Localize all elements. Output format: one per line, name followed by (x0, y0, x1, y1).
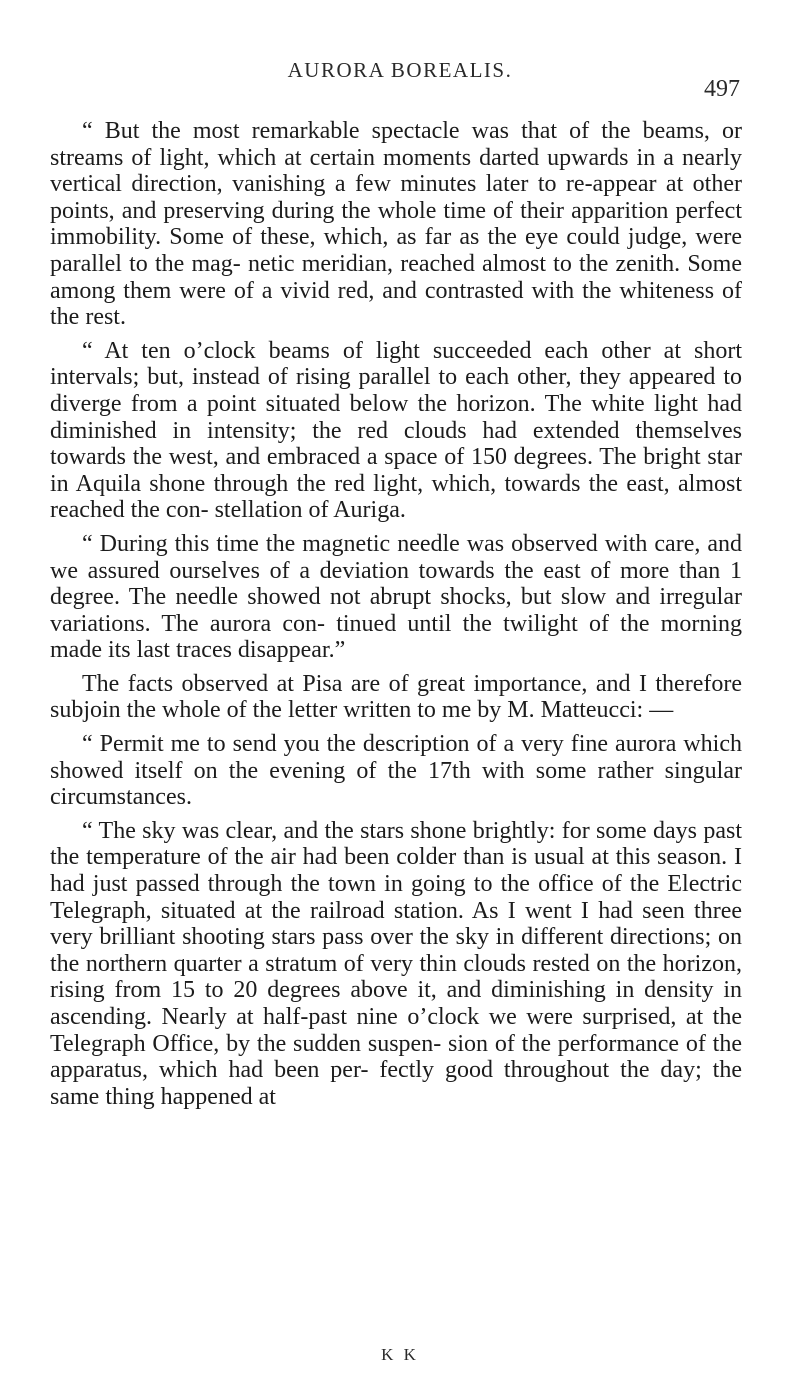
page-number: 497 (704, 76, 740, 102)
paragraph-magnetic-needle: “ During this time the magnetic needle was observed with care, and we assured ourselves of a deviation towards the east of more than 1 degree. The needle showed not abrupt shocks, but slow and irregular variations. The aurora con- tinued until the twilight of the morning made its last traces disappear.” (50, 530, 742, 664)
signature-mark: K K (381, 1345, 419, 1364)
paragraph-pisa-facts: The facts observed at Pisa are of great importance, and I therefore subjoin the whole of the letter written to me by M. Matteucci: — (50, 670, 742, 724)
paragraph-beams-of-light: “ But the most remarkable spectacle was that of the beams, or streams of light, which at certain moments darted upwards in a nearly vertical direction, vanishing a few minutes later to re-appear at other points, and preserving during the whole time of their apparition perfect immobility. Some of these, which, as far as the eye could judge, were parallel to the mag- netic meridian, reached almost to the zenith. Some among them were of a vivid red, and contrasted with the whiteness of the rest. (50, 118, 742, 331)
running-title: AURORA BOREALIS. (287, 58, 513, 82)
running-head (60, 58, 740, 102)
paragraph-ten-oclock: “ At ten o’clock beams of light succeeded each other at short intervals; but, instead of rising parallel to each other, they appeared to diverge from a point situated below the horizon. The white light had diminished in intensity; the red clouds had extended themselves towards the west, and embraced a space of 150 degrees. The bright star in Aquila shone through the red light, which, towards the east, almost reached the con- stellation of Auriga. (50, 337, 742, 524)
paragraph-letter-opening: “ Permit me to send you the description of a very fine aurora which showed itself on the evening of the 17th with some rather singular circumstances. (50, 731, 742, 811)
body-text (50, 118, 742, 1117)
paragraph-sky-clear: “ The sky was clear, and the stars shone brightly: for some days past the temperature of the air had been colder than is usual at this season. I had just passed through the town in going to the office of the Electric Telegraph, situated at the railroad station. As I went I had seen three very brilliant shooting stars pass over the sky in different directions; on the northern quarter a stratum of very thin clouds rested on the horizon, rising from 15 to 20 degrees above it, and diminishing in density in ascending. Nearly at half-past nine o’clock we were surprised, at the Telegraph Office, by the sudden suspen- sion of the performance of the apparatus, which had been per- fectly good throughout the day; the same thing happened at (50, 817, 742, 1110)
